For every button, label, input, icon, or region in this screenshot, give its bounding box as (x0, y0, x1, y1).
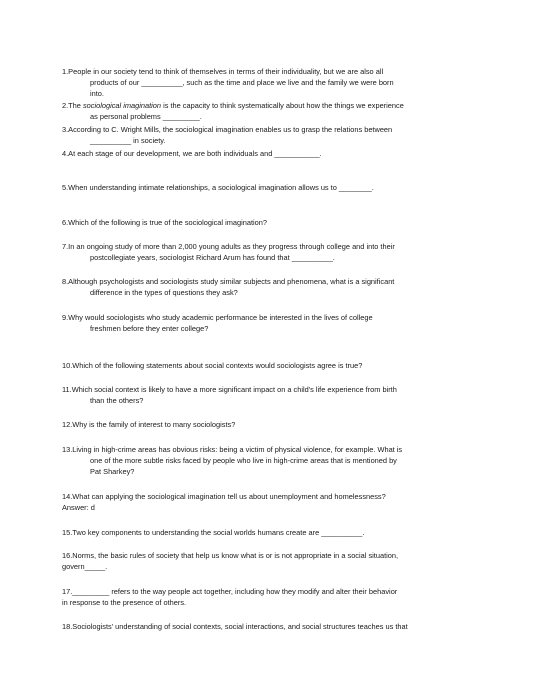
question-9 (62, 312, 472, 334)
question-15-line-1: 15.Two key components to understanding the social worlds humans create are __________. (62, 528, 365, 537)
question-7-line-2: postcollegiate years, sociologist Richard Arum has found that __________. (90, 253, 335, 262)
question-1-line-2: products of our __________, such as the time and place we live and the family we were born (90, 78, 394, 87)
question-6 (62, 217, 472, 228)
question-14-answer: Answer: d (62, 503, 95, 512)
question-2-term: sociological imagination (82, 101, 162, 110)
question-9-line-1: 9.Why would sociologists who study academic performance be interested in the lives of college (62, 313, 373, 322)
question-2-suffix: is the capacity to think systematically about how the things we experience (161, 101, 404, 110)
question-3-line-2: __________ in society. (90, 136, 166, 145)
question-8 (62, 276, 472, 298)
question-10-line-1: 10.Which of the following statements about social contexts would sociologists agree is true? (62, 361, 363, 370)
question-5 (62, 182, 472, 193)
question-11 (62, 384, 472, 406)
question-12-line-1: 12.Why is the family of interest to many sociologists? (62, 420, 236, 429)
question-16-line-1: 16.Norms, the basic rules of society that help us know what is or is not appropriate in a social situation, (62, 551, 399, 560)
question-6-line-1: 6.Which of the following is true of the sociological imagination? (62, 218, 267, 227)
question-18-line-1: 18.Sociologists' understanding of social contexts, social interactions, and social structures teaches us that (62, 622, 408, 631)
question-14-line-1: 14.What can applying the sociological imagination tell us about unemployment and homelessness? (62, 492, 386, 501)
question-17 (62, 586, 472, 608)
question-11-line-1: 11.Which social context is likely to have a more significant impact on a child's life experience from birth (62, 385, 397, 394)
question-17-line-1: 17._________ refers to the way people act together, including how they modify and alter their behavior (62, 587, 398, 596)
question-16-line-2: govern_____. (62, 562, 108, 571)
question-13-line-1: 13.Living in high-crime areas has obvious risks: being a victim of physical violence, for example. What is (62, 445, 403, 454)
question-1-line-3: into. (90, 89, 104, 98)
question-3 (62, 124, 472, 146)
question-12 (62, 419, 472, 430)
question-4 (62, 148, 472, 159)
question-13 (62, 444, 472, 477)
question-2-line-1 (62, 100, 472, 111)
question-2-line-2: as personal problems _________. (90, 112, 202, 121)
question-13-line-3: Pat Sharkey? (90, 467, 135, 476)
question-4-line-1: 4.At each stage of our development, we are both individuals and ___________. (62, 149, 322, 158)
question-8-line-1: 8.Although psychologists and sociologists study similar subjects and phenomena, what is a significant (62, 277, 395, 286)
question-2 (62, 100, 472, 122)
question-13-line-2: one of the more subtle risks faced by people who live in high-crime areas that is mentioned by (90, 456, 397, 465)
question-1 (62, 66, 472, 99)
question-7-line-1: 7.In an ongoing study of more than 2,000 young adults as they progress through college and into their (62, 242, 395, 251)
question-8-line-2: difference in the types of questions they ask? (90, 288, 238, 297)
question-5-line-1: 5.When understanding intimate relationships, a sociological imagination allows us to ________. (62, 183, 374, 192)
question-3-line-1: 3.According to C. Wright Mills, the sociological imagination enables us to grasp the relations between (62, 125, 393, 134)
question-7 (62, 241, 472, 263)
question-10 (62, 360, 472, 371)
question-2-prefix: 2.The (62, 101, 83, 110)
question-9-line-2: freshmen before they enter college? (90, 324, 209, 333)
question-16 (62, 550, 472, 572)
question-14 (62, 491, 472, 513)
question-17-line-2: in response to the presence of others. (62, 598, 187, 607)
question-18 (62, 621, 472, 632)
question-15 (62, 527, 472, 538)
question-1-line-1: 1.People in our society tend to think of themselves in terms of their individuality, but we are also all (62, 67, 384, 76)
question-11-line-2: than the others? (90, 396, 144, 405)
